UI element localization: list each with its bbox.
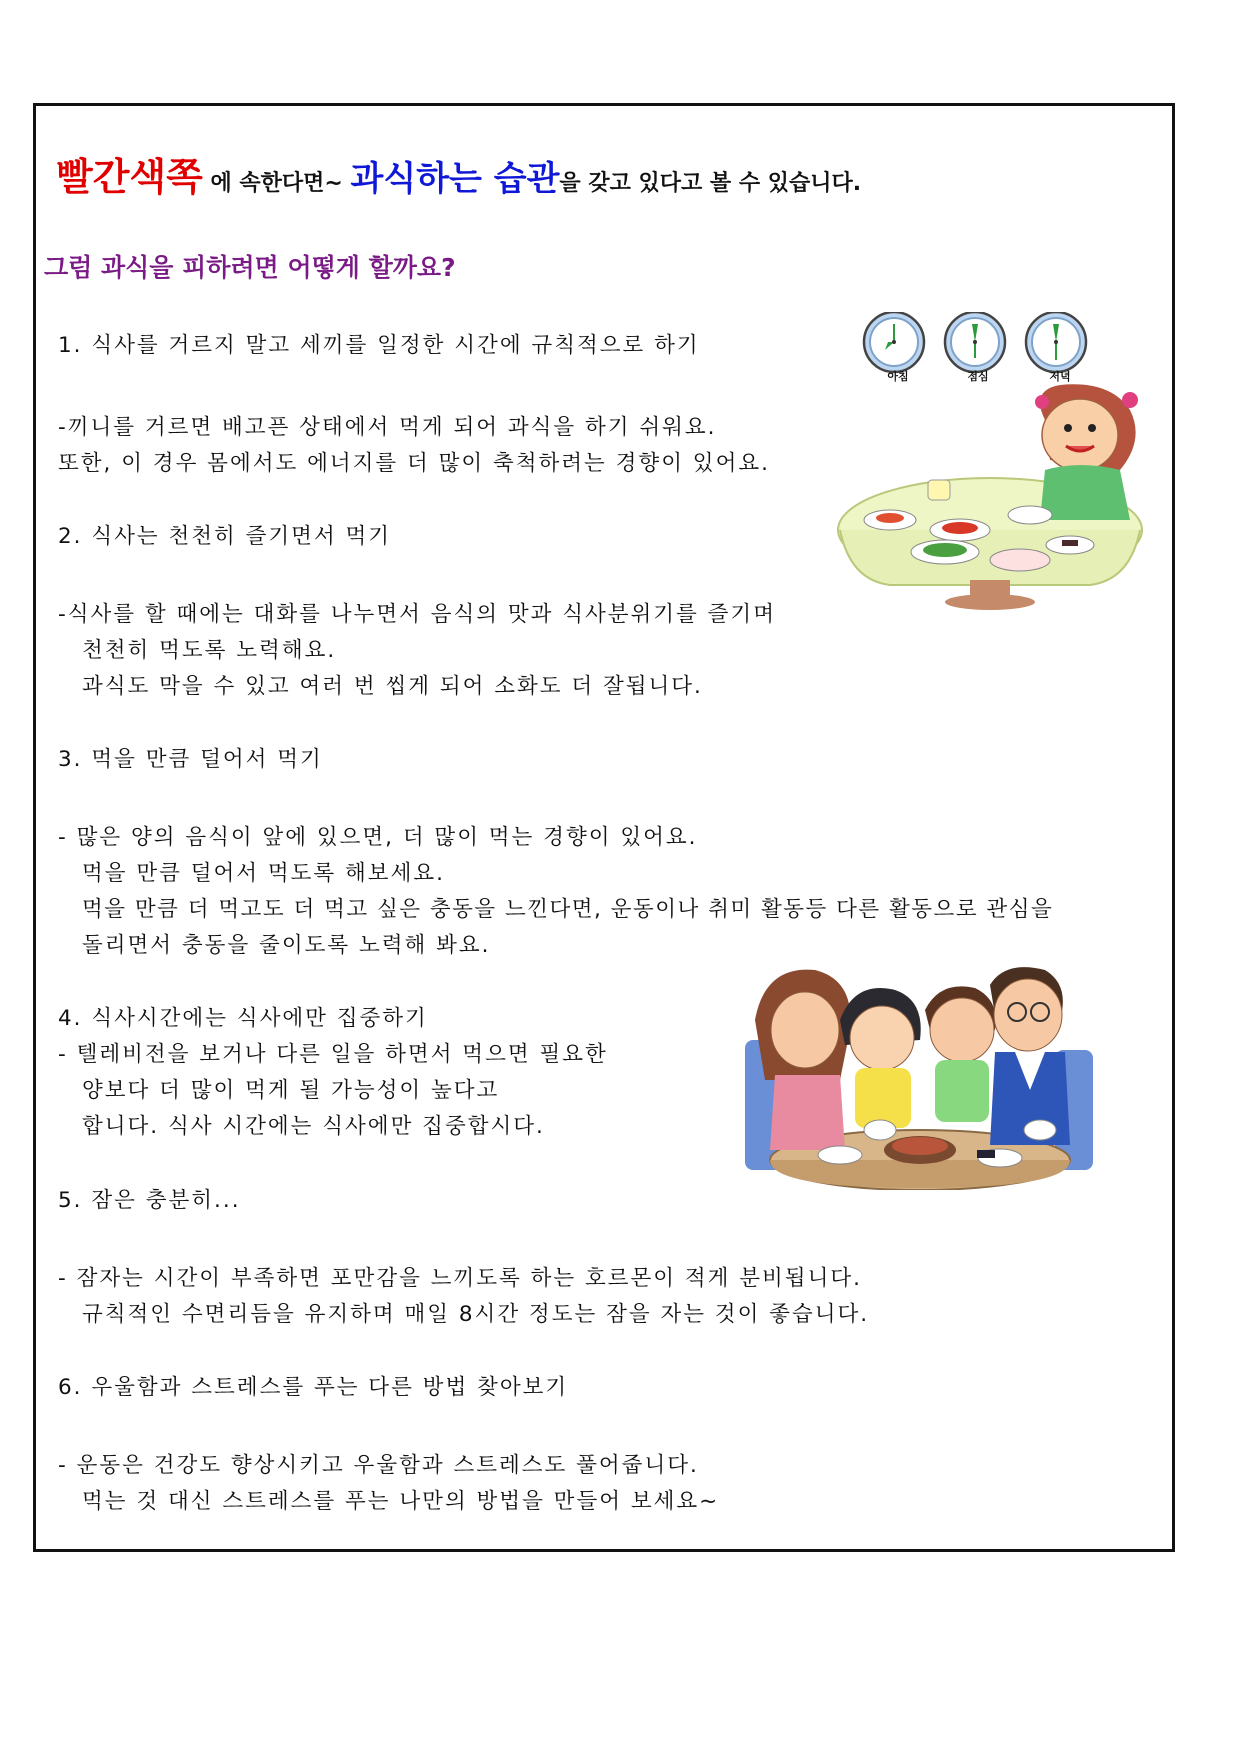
section-5-line-1: - 잠자는 시간이 부족하면 포만감을 느끼도록 하는 호르몬이 적게 분비됩니다. [58,1266,862,1291]
heading-text-2: 을 갖고 있다고 볼 수 있습니다. [559,171,862,196]
section-1-line-1: -끼니를 거르면 배고픈 상태에서 먹게 되어 과식을 하기 쉬워요. [58,415,717,440]
heading-text-1: 에 속한다면~ [202,171,351,196]
section-4-line-1: - 텔레비전을 보거나 다른 일을 하면서 먹으면 필요한 [58,1042,608,1067]
section-4-line-2: 양보다 더 많이 먹게 될 가능성이 높다고 [82,1078,500,1103]
clock-label-dinner: 저녁 [1049,370,1071,383]
section-2-title: 2. 식사는 천천히 즐기면서 먹기 [58,524,392,549]
section-6-line-2: 먹는 것 대신 스트레스를 푸는 나만의 방법을 만들어 보세요~ [82,1489,720,1514]
page-heading [56,146,861,201]
clock-label-morning: 아침 [887,370,909,383]
family-meal-illustration [745,960,1095,1190]
section-1-line-2: 또한, 이 경우 몸에서도 에너지를 더 많이 축척하려는 경향이 있어요. [58,451,770,476]
section-4-title: 4. 식사시간에는 식사에만 집중하기 [58,1006,428,1031]
section-3-title: 3. 먹을 만큼 덜어서 먹기 [58,747,323,772]
girl-eating-illustration [830,380,1150,620]
section-2-line-1: -식사를 할 때에는 대화를 나누면서 음식의 맛과 식사분위기를 즐기며 [58,602,776,627]
heading-red-keyword: 빨간색쪽 [56,155,203,199]
section-5-title: 5. 잠은 충분히... [58,1188,241,1213]
section-2-line-3: 과식도 막을 수 있고 여러 번 씹게 되어 소화도 더 잘됩니다. [82,674,703,699]
section-6-line-1: - 운동은 건강도 향상시키고 우울함과 스트레스도 풀어줍니다. [58,1453,699,1478]
heading-blue-keyword: 과식하는 습관 [350,159,560,199]
section-6-title: 6. 우울함과 스트레스를 푸는 다른 방법 찾아보기 [58,1375,569,1400]
subheading: 그럼 과식을 피하려면 어떻게 할까요? [44,253,456,282]
section-5-line-2: 규칙적인 수면리듬을 유지하며 매일 8시간 정도는 잠을 자는 것이 좋습니다. [82,1302,870,1327]
section-1-title: 1. 식사를 거르지 말고 세끼를 일정한 시간에 규칙적으로 하기 [58,333,700,358]
section-2-line-2: 천천히 먹도록 노력해요. [82,638,337,663]
section-3-line-2: 먹을 만큼 덜어서 먹도록 해보세요. [82,861,445,886]
clock-label-lunch: 점심 [967,370,989,383]
section-4-line-3: 합니다. 식사 시간에는 식사에만 집중합시다. [82,1114,545,1139]
section-3-line-4: 돌리면서 충동을 줄이도록 노력해 봐요. [82,933,491,958]
section-3-line-3: 먹을 만큼 더 먹고도 더 먹고 싶은 충동을 느낀다면, 운동이나 취미 활동등 다른 활동으로 관심을 [82,897,1054,922]
section-3-line-1: - 많은 양의 음식이 앞에 있으면, 더 많이 먹는 경향이 있어요. [58,825,698,850]
